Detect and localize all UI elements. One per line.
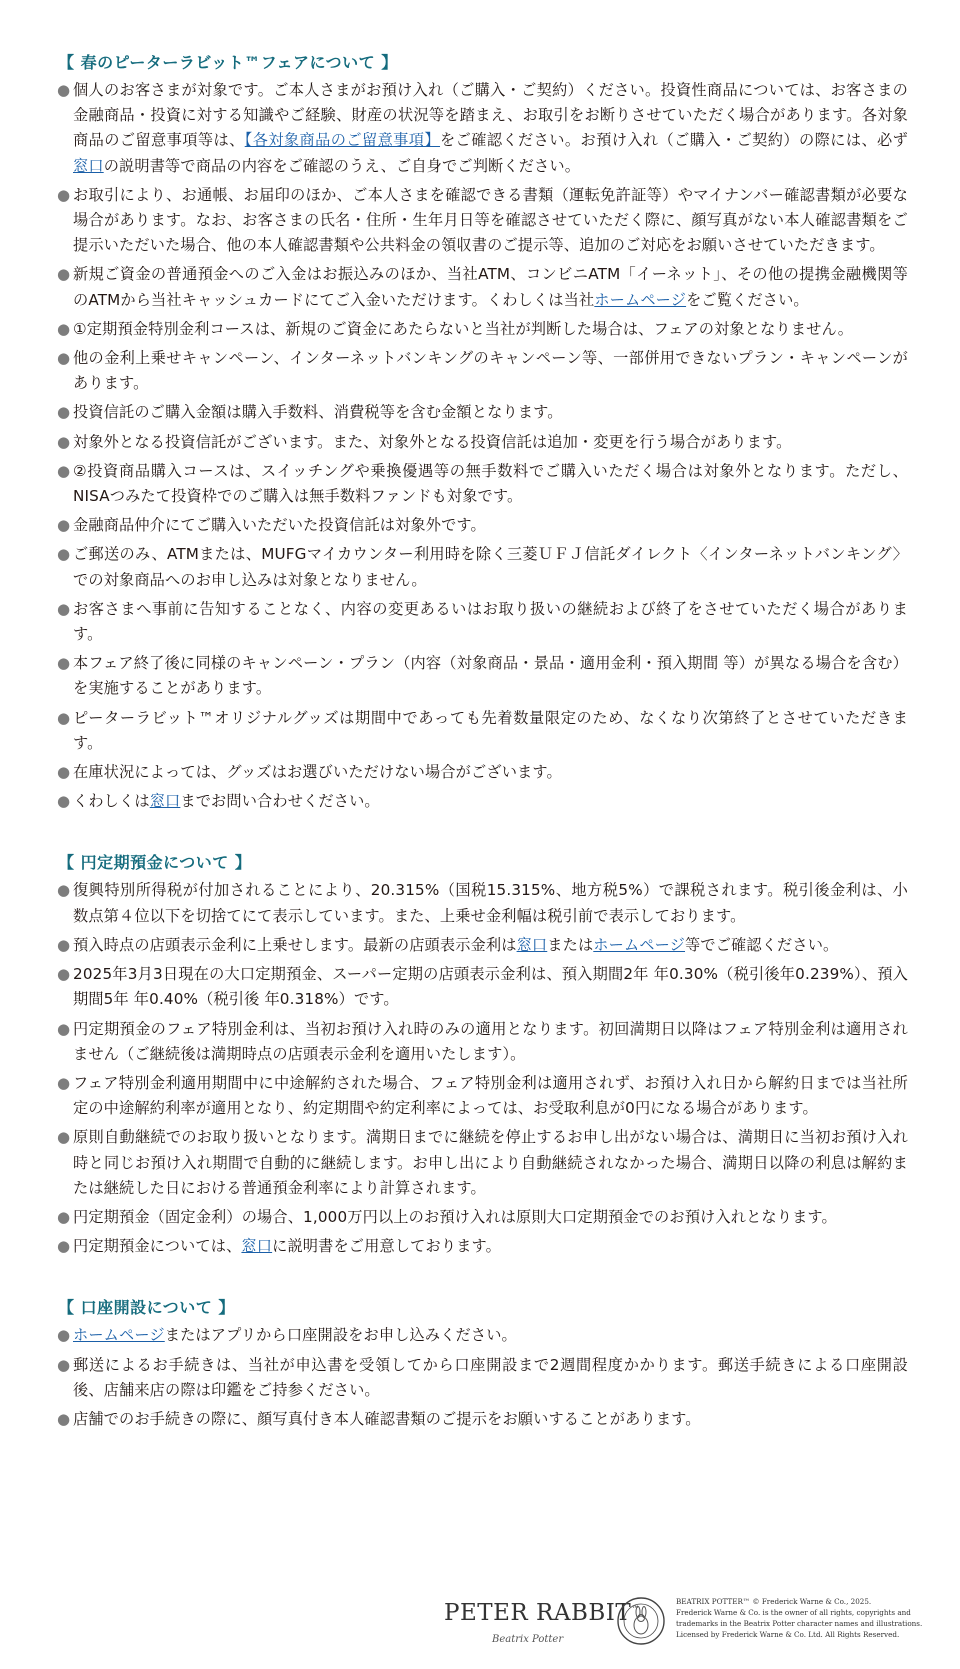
item-text: お取引により、お通帳、お届印のほか、ご本人さまを確認できる書類（運転免許証等）やマイナンバー確認書類が必要な場合があります。なお、お客さまの氏名・住所・生年月日等を確認させていただく際に、顔写真がない本人確認書類をご提示いただいた場合、他の本人確認書類や公共料金の領収書のご提示等、追加のご対応をお願いさせていただきます。 (73, 185, 908, 255)
notice-list (58, 78, 908, 814)
list-item (58, 430, 908, 455)
item-text: 原則自動継続でのお取り扱いとなります。満期日までに継続を停止するお申し出がない場合は、満期日に当初お預け入れ時と同じお預け入れ期間で自動的に継続します。お申し出により自動継続されなかった場合、満期日以降の利息は解約または継続した日における普通預金利率により計算されます。 (73, 1128, 908, 1197)
bullet-icon: ● (57, 763, 71, 782)
link[interactable]: 窓口 (241, 1237, 273, 1256)
bullet-icon: ● (57, 349, 71, 368)
list-item (58, 183, 908, 259)
item-text: をご覧ください。 (686, 290, 809, 309)
item-text: ①定期預金特別金利コースは、新規のご資金にあたらないと当社が判断した場合は、フェアの対象となりません。 (73, 319, 854, 338)
list-item (58, 1017, 908, 1067)
bullet-icon: ● (57, 1326, 71, 1345)
bullet-icon: ● (57, 965, 71, 984)
bullet-icon: ● (57, 319, 71, 338)
list-item (58, 878, 908, 928)
list-item (58, 542, 908, 592)
item-text: 等でご確認ください。 (685, 935, 839, 954)
item-text: 郵送によるお手続きは、当社が申込書を受領してから口座開設まで2週間程度かかります。郵送手続きによる口座開設後、店舗来店の際は印鑑をご持参ください。 (73, 1355, 908, 1399)
list-item (58, 346, 908, 396)
list-item (58, 706, 908, 756)
bullet-icon: ● (57, 432, 71, 451)
bullet-icon: ● (57, 81, 71, 99)
peter-rabbit-logo (444, 1600, 640, 1626)
bullet-icon: ● (57, 516, 71, 535)
bullet-icon: ● (57, 881, 71, 900)
list-item (58, 651, 908, 701)
bullet-icon: ● (57, 1409, 71, 1428)
notice-content (58, 50, 908, 1468)
peter-rabbit-seal-icon (616, 1596, 666, 1646)
item-text: をご確認ください。お預け入れ（ご購入・ご契約）の際には、必ず (440, 131, 908, 150)
item-text: 金融商品仲介にてご購入いただいた投資信託は対象外です。 (73, 516, 486, 535)
bullet-icon: ● (57, 1237, 71, 1256)
list-item (58, 1071, 908, 1121)
list-item (58, 1234, 908, 1259)
bullet-icon: ● (57, 654, 71, 673)
bullet-icon: ● (57, 1073, 71, 1092)
list-item (58, 789, 908, 814)
list-item (58, 400, 908, 425)
bullet-icon: ● (57, 1355, 71, 1374)
item-text: 店舗でのお手続きの際に、顔写真付き本人確認書類のご提示をお願いすることがあります。 (73, 1409, 701, 1428)
bullet-icon: ● (57, 1207, 71, 1226)
item-text: 預入時点の店頭表示金利に上乗せします。最新の店頭表示金利は (73, 935, 517, 954)
link[interactable]: 窓口 (516, 935, 548, 954)
item-text: 対象外となる投資信託がございます。また、対象外となる投資信託は追加・変更を行う場合があります。 (73, 432, 792, 451)
item-text: 円定期預金のフェア特別金利は、当初お預け入れ時のみの適用となります。初回満期日以降はフェア特別金利は適用されません（ご継続後は満期時点の店頭表示金利を適用いたします）。 (73, 1019, 908, 1063)
footer (444, 1586, 924, 1656)
item-text: 2025年3月3日現在の大口定期預金、スーパー定期の店頭表示金利は、預入期間2年 年0.30%（税引後年0.239%）、預入期間5年 年0.40%（税引後 年0.318%）です。 (73, 965, 908, 1009)
item-text: またはアプリから口座開設をお申し込みください。 (164, 1326, 517, 1345)
bullet-icon: ● (57, 599, 71, 618)
bullet-icon: ● (57, 708, 71, 727)
list-item (58, 760, 908, 785)
item-text: 円定期預金については、 (73, 1237, 242, 1256)
bullet-icon: ● (57, 935, 71, 954)
beatrix-potter-signature: Beatrix Potter (492, 1634, 564, 1645)
item-text: 在庫状況によっては、グッズはお選びいただけない場合がございます。 (73, 763, 562, 782)
section-2 (58, 1295, 908, 1432)
brand-tm: ™ (631, 1604, 640, 1614)
list-item (58, 1353, 908, 1403)
bullet-icon: ● (57, 1128, 71, 1147)
list-item (58, 513, 908, 538)
list-item (58, 1407, 908, 1432)
list-item (58, 933, 908, 958)
notice-list (58, 1323, 908, 1432)
link[interactable]: 【各対象商品のご留意事項】 (244, 131, 441, 150)
list-item (58, 1323, 908, 1348)
bullet-icon: ● (57, 545, 71, 564)
item-text: または (547, 935, 594, 954)
copyright-notice (676, 1596, 926, 1640)
bullet-icon: ● (57, 185, 71, 204)
list-item (58, 78, 908, 179)
item-text: ご郵送のみ、ATMまたは、MUFGマイカウンター利用時を除く三菱ＵＦＪ信託ダイレクト〈インターネットバンキング〉での対象商品へのお申し込みは対象となりません。 (73, 545, 908, 589)
list-item (58, 1125, 908, 1201)
link[interactable]: 窓口 (73, 156, 104, 175)
bullet-icon: ● (57, 1019, 71, 1038)
item-text: の説明書等で商品の内容をご確認のうえ、ご自身でご判断ください。 (103, 156, 581, 175)
item-text: 新規ご資金の普通預金へのご入金はお振込みのほか、当社ATM、コンビニATM「イーネット」、その他の提携金融機関等のATMから当社キャッシュカードにてご入金いただけます。くわしくは当社 (73, 265, 908, 309)
bullet-icon: ● (57, 461, 71, 480)
item-text: に説明書をご用意しております。 (272, 1237, 501, 1256)
bullet-icon: ● (57, 403, 71, 422)
copyright-line: BEATRIX POTTER™ © Frederick Warne & Co., 2025. (676, 1597, 872, 1606)
item-text: ピーターラビット™オリジナルグッズは期間中であっても先着数量限定のため、なくなり次第終了とさせていただきます。 (73, 708, 908, 752)
link[interactable]: ホームページ (73, 1326, 165, 1345)
list-item (58, 962, 908, 1012)
bullet-icon: ● (57, 265, 71, 284)
copyright-line: Frederick Warne & Co. is the owner of all rights, copyrights and (676, 1608, 911, 1617)
item-text: 復興特別所得税が付加されることにより、20.315%（国税15.315%、地方税5%）で課税されます。税引後金利は、小数点第４位以下を切捨てにて表示しています。また、上乗せ金利幅は税引前で表示しております。 (73, 881, 908, 925)
item-text: 個人のお客さまが対象です。ご本人さまがお預け入れ（ご購入・ご契約）ください。投資性商品については、お客さまの金融商品・投資に対する知識やご経験、財産の状況等を踏まえ、お取引をお断りさせていただく場合があります。各対象商品のご留意事項等は、 (73, 81, 908, 150)
section-1 (58, 850, 908, 1259)
item-text: お客さまへ事前に告知することなく、内容の変更あるいはお取り扱いの継続および終了をさせていただく場合があります。 (73, 599, 908, 644)
list-item (58, 597, 908, 647)
item-text: ②投資商品購入コースは、スイッチングや乗換優遇等の無手数料でご購入いただく場合は対象外となります。ただし、NISAつみたて投資枠でのご購入は無手数料ファンドも対象です。 (73, 461, 908, 506)
list-item (58, 317, 908, 342)
section-title: 【 口座開設について 】 (58, 1298, 235, 1318)
copyright-line: trademarks in the Beatrix Potter character names and illustrations. (676, 1619, 923, 1628)
item-text: 他の金利上乗せキャンペーン、インターネットバンキングのキャンペーン等、一部併用できないプラン・キャンペーンがあります。 (73, 349, 908, 393)
item-text: 投資信託のご購入金額は購入手数料、消費税等を含む金額となります。 (73, 403, 563, 422)
section-0 (58, 50, 908, 814)
list-item (58, 262, 908, 312)
section-title: 【 春のピーターラビット™フェアについて 】 (58, 53, 398, 72)
bullet-icon: ● (57, 792, 71, 811)
link[interactable]: ホームページ (594, 290, 687, 309)
section-title: 【 円定期預金について 】 (58, 853, 252, 873)
notice-list (58, 878, 908, 1259)
item-text: 円定期預金（固定金利）の場合、1,000万円以上のお預け入れは原則大口定期預金でのお預け入れとなります。 (73, 1207, 837, 1226)
list-item (58, 1205, 908, 1230)
item-text: くわしくは (73, 792, 150, 811)
brand-name: PETER RABBIT (444, 1600, 632, 1626)
link[interactable]: 窓口 (149, 792, 181, 811)
link[interactable]: ホームページ (593, 935, 686, 954)
item-text: までお問い合わせください。 (180, 792, 380, 811)
copyright-line: Licensed by Frederick Warne & Co. Ltd. All Rights Reserved. (676, 1630, 900, 1639)
item-text: フェア特別金利適用期間中に中途解約された場合、フェア特別金利は適用されず、お預け入れ日から解約日までは当社所定の中途解約利率が適用となり、約定期間や約定利率によっては、お受取利息が0円になる場合があります。 (73, 1073, 908, 1118)
list-item (58, 459, 908, 509)
item-text: 本フェア終了後に同様のキャンペーン・プラン（内容（対象商品・景品・適用金利・預入期間 等）が異なる場合を含む）を実施することがあります。 (73, 654, 908, 698)
